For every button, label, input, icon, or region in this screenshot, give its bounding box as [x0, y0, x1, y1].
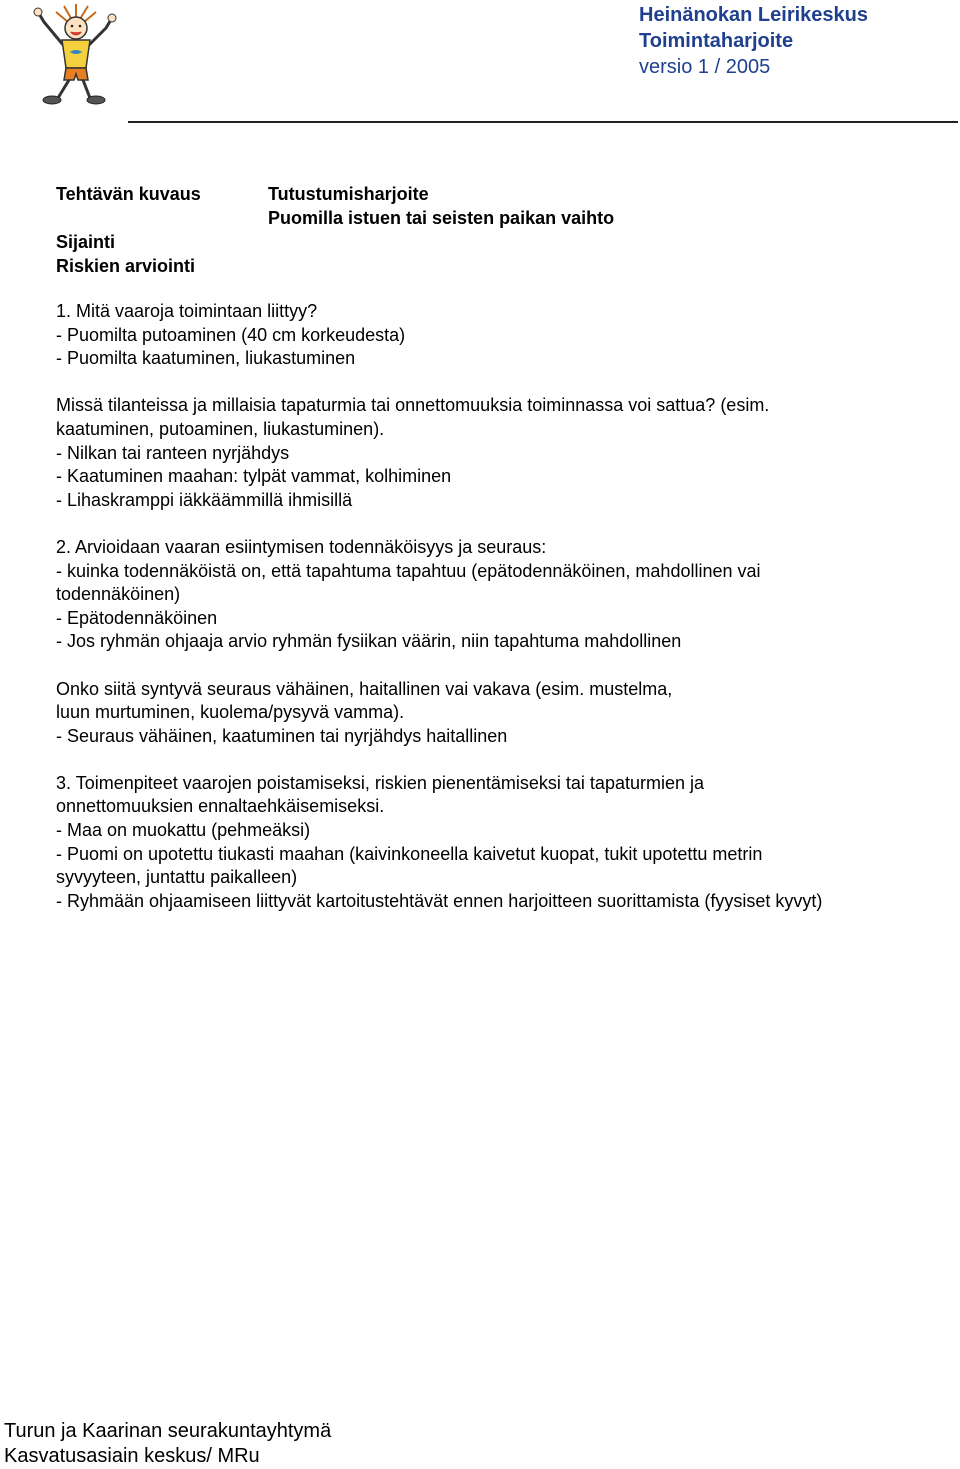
list-item: - Epätodennäköinen: [56, 607, 218, 628]
section-1: [56, 300, 946, 371]
footer-line-2: Kasvatusasiain keskus/ MRu: [4, 1445, 260, 1467]
list-item: - Lihaskramppi iäkkäämmillä ihmisillä: [56, 489, 353, 510]
section-2: [56, 536, 946, 654]
list-item: - Seuraus vähäinen, kaatuminen tai nyrjähdys haitallinen: [56, 725, 508, 746]
task-value-1: Tutustumisharjoite: [268, 184, 429, 204]
list-item: - Puomi on upotettu tiukasti maahan (kaivinkoneella kaivetut kuopat, tukit upotettu metrin: [56, 843, 763, 864]
document-header: [639, 2, 868, 80]
org-name: Heinänokan Leirikeskus: [639, 4, 868, 26]
list-item: - Puomilta kaatuminen, liukastuminen: [56, 348, 356, 369]
section-2-consequence: [56, 678, 946, 749]
list-item: - Kaatuminen maahan: tylpät vammat, kolhiminen: [56, 466, 452, 487]
document-type: Toimintaharjoite: [639, 30, 794, 52]
risk-label: Riskien arviointi: [56, 256, 196, 276]
list-item: - Nilkan tai ranteen nyrjähdys: [56, 442, 290, 463]
section-3-heading: 3. Toimenpiteet vaarojen poistamiseksi, riskien pienentämiseksi tai tapaturmien ja: [56, 772, 704, 793]
document-version: versio 1 / 2005: [639, 56, 771, 78]
location-label: Sijainti: [56, 232, 116, 252]
list-item: syvyyteen, juntattu paikalleen): [56, 867, 298, 888]
header-divider: [128, 121, 958, 123]
field-labels: [56, 182, 201, 278]
consequence-line: luun murtuminen, kuolema/pysyvä vamma).: [56, 702, 405, 723]
list-item: - kuinka todennäköistä on, että tapahtuma tapahtuu (epätodennäköinen, mahdollinen vai: [56, 560, 761, 581]
document-footer: [4, 1419, 331, 1469]
footer-line-1: Turun ja Kaarinan seurakuntayhtymä: [4, 1420, 332, 1442]
question-line: Missä tilanteissa ja millaisia tapaturmia tai onnettomuuksia toiminnassa voi sattua? (esim.: [56, 395, 770, 416]
list-item: todennäköinen): [56, 584, 181, 605]
list-item: - Puomilta putoaminen (40 cm korkeudesta): [56, 324, 406, 345]
section-3: [56, 772, 946, 914]
list-item: - Maa on muokattu (pehmeäksi): [56, 820, 311, 841]
section-2-heading: 2. Arvioidaan vaaran esiintymisen todennäköisyys ja seuraus:: [56, 536, 547, 557]
section-1-question: [56, 394, 946, 512]
task-value-2: Puomilla istuen tai seisten paikan vaihto: [268, 208, 615, 228]
section-3-heading: onnettomuuksien ennaltaehkäisemiseksi.: [56, 796, 385, 817]
cartoon-figure-icon: [14, 2, 120, 106]
question-line: kaatuminen, putoaminen, liukastuminen).: [56, 418, 385, 439]
section-1-heading: 1. Mitä vaaroja toimintaan liittyy?: [56, 301, 318, 321]
task-label: Tehtävän kuvaus: [56, 184, 201, 204]
list-item: - Ryhmään ohjaamiseen liittyvät kartoitustehtävät ennen harjoitteen suorittamista (fyysiset kyvyt): [56, 890, 823, 911]
field-values: [268, 182, 614, 230]
consequence-line: Onko siitä syntyvä seuraus vähäinen, haitallinen vai vakava (esim. mustelma,: [56, 678, 673, 699]
document-body: [56, 300, 946, 937]
list-item: - Jos ryhmän ohjaaja arvio ryhmän fysiikan väärin, niin tapahtuma mahdollinen: [56, 631, 682, 652]
